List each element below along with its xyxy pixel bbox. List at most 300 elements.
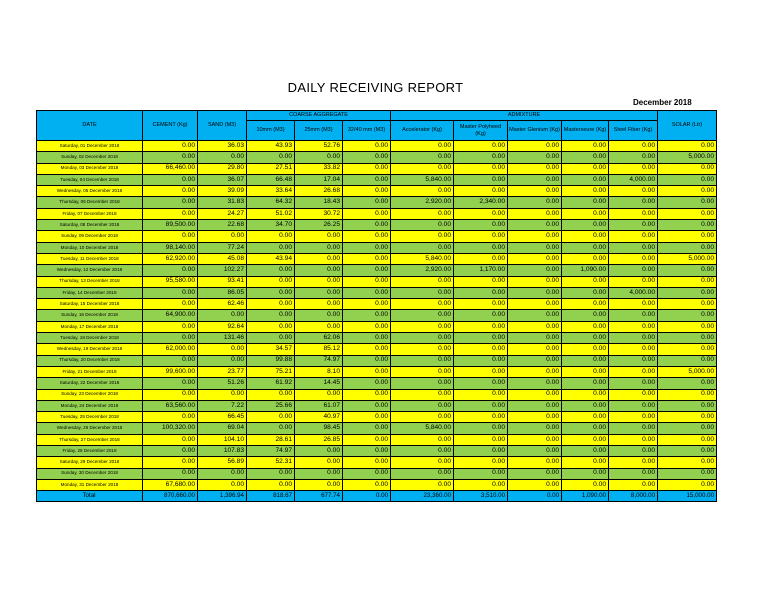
cell-polyheed: 0.00 [454,446,508,457]
cell-25mm: 8.10 [295,366,343,377]
cell-glenium: 0.00 [508,220,562,231]
cell-32-40mm: 0.00 [343,366,391,377]
cell-sand: 22.68 [198,220,247,231]
cell-10mm: 74.97 [247,446,295,457]
cell-accelerator: 0.00 [391,163,454,174]
cell-glenium: 0.00 [508,434,562,445]
cell-solar: 0.00 [658,208,717,219]
cell-date: Saturday, 01 December 2018 [37,141,143,152]
cell-date: Monday, 03 December 2018 [37,163,143,174]
cell-sand: 0.00 [198,468,247,479]
cell-date: Tuesday, 04 December 2018 [37,174,143,185]
cell-polyheed: 0.00 [454,253,508,264]
cell-solar: 0.00 [658,186,717,197]
cell-sand: 0.00 [198,310,247,321]
report-month: December 2018 [633,98,692,107]
cell-10mm: 0.00 [247,242,295,253]
cell-32-40mm: 0.00 [343,479,391,490]
cell-cement: 0.00 [143,446,198,457]
cell-cement: 0.00 [143,287,198,298]
cell-date: Sunday, 23 December 2018 [37,389,143,400]
cell-polyheed: 0.00 [454,457,508,468]
cell-sand: 56.89 [198,457,247,468]
cell-10mm: 52.31 [247,457,295,468]
cell-glenium: 0.00 [508,186,562,197]
cell-32-40mm: 0.00 [343,197,391,208]
cell-25mm: 0.00 [295,321,343,332]
cell-steel-fiber: 0.00 [609,186,658,197]
cell-glenium: 0.00 [508,355,562,366]
cell-cement: 0.00 [143,265,198,276]
cell-10mm: 0.00 [247,468,295,479]
cell-cement: 62,000.00 [143,344,198,355]
cell-cement: 67,680.00 [143,479,198,490]
cell-polyheed: 0.00 [454,366,508,377]
cell-accelerator: 0.00 [391,310,454,321]
total-masterseure: 1,090.00 [562,491,609,502]
table-row [37,400,717,411]
cell-solar: 0.00 [658,400,717,411]
table-row [37,197,717,208]
cell-polyheed: 0.00 [454,174,508,185]
cell-25mm: 74.97 [295,355,343,366]
cell-sand: 39.09 [198,186,247,197]
cell-steel-fiber: 0.00 [609,163,658,174]
cell-sand: 36.03 [198,141,247,152]
cell-32-40mm: 0.00 [343,174,391,185]
cell-32-40mm: 0.00 [343,378,391,389]
cell-25mm: 26.25 [295,220,343,231]
table-row [37,242,717,253]
cell-solar: 0.00 [658,412,717,423]
cell-cement: 0.00 [143,434,198,445]
cell-sand: 36.07 [198,174,247,185]
cell-glenium: 0.00 [508,174,562,185]
cell-sand: 92.64 [198,321,247,332]
cell-25mm: 0.00 [295,457,343,468]
cell-masterseure: 0.00 [562,321,609,332]
cell-25mm: 62.06 [295,333,343,344]
cell-glenium: 0.00 [508,208,562,219]
cell-sand: 0.00 [198,344,247,355]
cell-accelerator: 0.00 [391,333,454,344]
cell-date: Thursday, 27 December 2018 [37,434,143,445]
cell-steel-fiber: 0.00 [609,321,658,332]
cell-steel-fiber: 0.00 [609,208,658,219]
cell-25mm: 0.00 [295,468,343,479]
cell-cement: 63,560.00 [143,400,198,411]
cell-polyheed: 0.00 [454,378,508,389]
cell-sand: 77.24 [198,242,247,253]
cell-accelerator: 0.00 [391,366,454,377]
cell-cement: 0.00 [143,355,198,366]
cell-32-40mm: 0.00 [343,423,391,434]
table-row [37,366,717,377]
cell-steel-fiber: 4,000.00 [609,174,658,185]
cell-masterseure: 0.00 [562,468,609,479]
cell-25mm: 17.04 [295,174,343,185]
cell-date: Tuesday, 18 December 2018 [37,333,143,344]
cell-polyheed: 1,170.00 [454,265,508,276]
table-row [37,333,717,344]
cell-steel-fiber: 0.00 [609,423,658,434]
cell-solar: 0.00 [658,423,717,434]
cell-date: Saturday, 15 December 2018 [37,299,143,310]
cell-25mm: 0.00 [295,265,343,276]
cell-solar: 5,000.00 [658,366,717,377]
cell-10mm: 0.00 [247,276,295,287]
cell-masterseure: 0.00 [562,220,609,231]
cell-masterseure: 0.00 [562,152,609,163]
cell-glenium: 0.00 [508,378,562,389]
cell-date: Wednesday, 12 December 2018 [37,265,143,276]
cell-date: Monday, 10 December 2018 [37,242,143,253]
cell-25mm: 0.00 [295,299,343,310]
cell-25mm: 0.00 [295,446,343,457]
cell-sand: 51.26 [198,378,247,389]
cell-accelerator: 0.00 [391,186,454,197]
cell-25mm: 14.45 [295,378,343,389]
cell-solar: 0.00 [658,287,717,298]
cell-10mm: 0.00 [247,299,295,310]
table-row [37,434,717,445]
table-row [37,163,717,174]
cell-solar: 0.00 [658,333,717,344]
cell-polyheed: 0.00 [454,333,508,344]
cell-25mm: 18.43 [295,197,343,208]
cell-steel-fiber: 0.00 [609,231,658,242]
table-row [37,457,717,468]
cell-10mm: 43.93 [247,141,295,152]
report-title: DAILY RECEIVING REPORT [287,80,464,95]
cell-32-40mm: 0.00 [343,253,391,264]
cell-cement: 99,600.00 [143,366,198,377]
cell-cement: 0.00 [143,231,198,242]
cell-steel-fiber: 0.00 [609,299,658,310]
cell-solar: 0.00 [658,276,717,287]
cell-25mm: 40.97 [295,412,343,423]
cell-10mm: 0.00 [247,321,295,332]
header-solar: SOLAR (Ltr) [658,111,717,141]
cell-32-40mm: 0.00 [343,276,391,287]
cell-32-40mm: 0.00 [343,265,391,276]
cell-solar: 0.00 [658,265,717,276]
cell-cement: 0.00 [143,152,198,163]
cell-date: Friday, 21 December 2018 [37,366,143,377]
cell-25mm: 85.12 [295,344,343,355]
cell-date: Thursday, 20 December 2018 [37,355,143,366]
cell-solar: 0.00 [658,220,717,231]
cell-sand: 24.27 [198,208,247,219]
cell-date: Saturday, 29 December 2018 [37,457,143,468]
cell-polyheed: 0.00 [454,287,508,298]
cell-10mm: 34.70 [247,220,295,231]
cell-polyheed: 0.00 [454,220,508,231]
cell-25mm: 0.00 [295,479,343,490]
total-25mm: 677.74 [295,491,343,502]
cell-steel-fiber: 0.00 [609,141,658,152]
cell-solar: 0.00 [658,242,717,253]
cell-32-40mm: 0.00 [343,400,391,411]
cell-25mm: 33.82 [295,163,343,174]
cell-32-40mm: 0.00 [343,208,391,219]
cell-date: Thursday, 13 December 2018 [37,276,143,287]
cell-masterseure: 1,090.00 [562,265,609,276]
cell-32-40mm: 0.00 [343,468,391,479]
cell-solar: 0.00 [658,174,717,185]
table-row [37,220,717,231]
cell-cement: 100,320.00 [143,423,198,434]
table-row [37,287,717,298]
cell-10mm: 0.00 [247,265,295,276]
cell-accelerator: 0.00 [391,479,454,490]
cell-glenium: 0.00 [508,253,562,264]
cell-steel-fiber: 0.00 [609,468,658,479]
cell-cement: 98,140.00 [143,242,198,253]
cell-date: Friday, 28 December 2018 [37,446,143,457]
cell-polyheed: 0.00 [454,479,508,490]
cell-cement: 0.00 [143,468,198,479]
cell-cement: 64,900.00 [143,310,198,321]
cell-cement: 66,460.00 [143,163,198,174]
cell-steel-fiber: 0.00 [609,400,658,411]
cell-accelerator: 0.00 [391,468,454,479]
cell-date: Tuesday, 11 December 2018 [37,253,143,264]
cell-sand: 29.80 [198,163,247,174]
cell-cement: 0.00 [143,333,198,344]
cell-10mm: 0.00 [247,231,295,242]
cell-masterseure: 0.00 [562,366,609,377]
cell-date: Sunday, 16 December 2018 [37,310,143,321]
cell-32-40mm: 0.00 [343,152,391,163]
cell-32-40mm: 0.00 [343,141,391,152]
table-row [37,321,717,332]
cell-sand: 0.00 [198,152,247,163]
cell-25mm: 98.45 [295,423,343,434]
header-master-polyheed: Master Polyheed (Kg) [454,121,508,141]
table-row [37,468,717,479]
cell-solar: 0.00 [658,197,717,208]
cell-masterseure: 0.00 [562,412,609,423]
cell-sand: 0.00 [198,231,247,242]
cell-10mm: 0.00 [247,287,295,298]
cell-accelerator: 0.00 [391,242,454,253]
cell-steel-fiber: 4,000.00 [609,287,658,298]
table-row [37,186,717,197]
cell-solar: 0.00 [658,434,717,445]
cell-cement: 95,580.00 [143,276,198,287]
header-date: DATE [37,111,143,141]
cell-25mm: 26.85 [295,434,343,445]
total-solar: 15,000.00 [658,491,717,502]
cell-solar: 0.00 [658,321,717,332]
table-row [37,310,717,321]
cell-accelerator: 0.00 [391,220,454,231]
cell-accelerator: 5,840.00 [391,174,454,185]
cell-25mm: 52.76 [295,141,343,152]
table-row [37,253,717,264]
cell-solar: 0.00 [658,457,717,468]
cell-sand: 31.83 [198,197,247,208]
cell-accelerator: 0.00 [391,446,454,457]
cell-date: Wednesday, 19 December 2018 [37,344,143,355]
cell-sand: 23.77 [198,366,247,377]
header-admixture: ADMIXTURE [391,111,658,121]
cell-32-40mm: 0.00 [343,242,391,253]
table-row [37,389,717,400]
cell-polyheed: 0.00 [454,141,508,152]
cell-accelerator: 0.00 [391,276,454,287]
cell-25mm: 61.07 [295,400,343,411]
cell-10mm: 64.32 [247,197,295,208]
cell-accelerator: 5,840.00 [391,253,454,264]
cell-glenium: 0.00 [508,321,562,332]
cell-glenium: 0.00 [508,400,562,411]
cell-masterseure: 0.00 [562,355,609,366]
cell-glenium: 0.00 [508,287,562,298]
cell-cement: 0.00 [143,208,198,219]
cell-polyheed: 0.00 [454,276,508,287]
cell-sand: 66.45 [198,412,247,423]
cell-masterseure: 0.00 [562,434,609,445]
cell-polyheed: 0.00 [454,321,508,332]
cell-polyheed: 0.00 [454,163,508,174]
cell-32-40mm: 0.00 [343,446,391,457]
cell-10mm: 0.00 [247,389,295,400]
cell-10mm: 99.88 [247,355,295,366]
table-row [37,265,717,276]
cell-32-40mm: 0.00 [343,434,391,445]
cell-glenium: 0.00 [508,276,562,287]
cell-glenium: 0.00 [508,231,562,242]
cell-32-40mm: 0.00 [343,163,391,174]
cell-glenium: 0.00 [508,457,562,468]
header-sand: SAND (M3) [198,111,247,141]
cell-masterseure: 0.00 [562,423,609,434]
cell-solar: 0.00 [658,344,717,355]
cell-sand: 0.00 [198,389,247,400]
cell-25mm: 0.00 [295,242,343,253]
cell-accelerator: 2,920.00 [391,265,454,276]
cell-32-40mm: 0.00 [343,310,391,321]
cell-10mm: 75.21 [247,366,295,377]
cell-accelerator: 0.00 [391,378,454,389]
cell-steel-fiber: 0.00 [609,253,658,264]
cell-date: Tuesday, 25 December 2018 [37,412,143,423]
cell-masterseure: 0.00 [562,242,609,253]
cell-accelerator: 0.00 [391,344,454,355]
cell-polyheed: 0.00 [454,310,508,321]
cell-32-40mm: 0.00 [343,333,391,344]
cell-sand: 107.83 [198,446,247,457]
table-row [37,344,717,355]
total-polyheed: 3,510.00 [454,491,508,502]
cell-10mm: 33.64 [247,186,295,197]
cell-steel-fiber: 0.00 [609,344,658,355]
cell-sand: 93.41 [198,276,247,287]
cell-sand: 131.46 [198,333,247,344]
cell-25mm: 30.72 [295,208,343,219]
cell-10mm: 27.51 [247,163,295,174]
header-32-40mm: 32/40 mm (M3) [343,121,391,141]
cell-masterseure: 0.00 [562,479,609,490]
total-10mm: 818.67 [247,491,295,502]
table-row [37,174,717,185]
cell-cement: 0.00 [143,186,198,197]
cell-steel-fiber: 0.00 [609,366,658,377]
cell-sand: 45.08 [198,253,247,264]
total-glenium: 0.00 [508,491,562,502]
cell-date: Friday, 07 December 2018 [37,208,143,219]
cell-10mm: 66.48 [247,174,295,185]
cell-steel-fiber: 0.00 [609,378,658,389]
cell-masterseure: 0.00 [562,287,609,298]
cell-32-40mm: 0.00 [343,220,391,231]
cell-masterseure: 0.00 [562,378,609,389]
table-row [37,276,717,287]
cell-date: Friday, 14 December 2018 [37,287,143,298]
cell-masterseure: 0.00 [562,197,609,208]
receiving-table [36,110,717,502]
cell-accelerator: 0.00 [391,412,454,423]
cell-10mm: 0.00 [247,310,295,321]
cell-accelerator: 5,840.00 [391,423,454,434]
cell-steel-fiber: 0.00 [609,265,658,276]
cell-cement: 0.00 [143,378,198,389]
header-25mm: 25mm (M3) [295,121,343,141]
cell-32-40mm: 0.00 [343,457,391,468]
cell-32-40mm: 0.00 [343,412,391,423]
cell-steel-fiber: 0.00 [609,276,658,287]
cell-10mm: 0.00 [247,423,295,434]
cell-25mm: 0.00 [295,152,343,163]
cell-32-40mm: 0.00 [343,299,391,310]
table-row [37,299,717,310]
cell-32-40mm: 0.00 [343,287,391,298]
cell-steel-fiber: 0.00 [609,389,658,400]
cell-solar: 0.00 [658,468,717,479]
cell-cement: 0.00 [143,457,198,468]
cell-polyheed: 0.00 [454,152,508,163]
cell-polyheed: 0.00 [454,355,508,366]
cell-25mm: 0.00 [295,276,343,287]
cell-accelerator: 0.00 [391,231,454,242]
cell-glenium: 0.00 [508,446,562,457]
cell-steel-fiber: 0.00 [609,412,658,423]
cell-masterseure: 0.00 [562,186,609,197]
cell-glenium: 0.00 [508,333,562,344]
cell-10mm: 34.57 [247,344,295,355]
cell-sand: 7.22 [198,400,247,411]
header-10mm: 10mm (M3) [247,121,295,141]
cell-32-40mm: 0.00 [343,344,391,355]
cell-32-40mm: 0.00 [343,321,391,332]
cell-polyheed: 0.00 [454,389,508,400]
cell-glenium: 0.00 [508,366,562,377]
cell-10mm: 0.00 [247,333,295,344]
total-row [37,491,717,502]
cell-polyheed: 0.00 [454,231,508,242]
total-sand: 1,396.94 [198,491,247,502]
cell-accelerator: 2,920.00 [391,197,454,208]
cell-25mm: 0.00 [295,253,343,264]
cell-accelerator: 0.00 [391,389,454,400]
cell-accelerator: 0.00 [391,434,454,445]
cell-masterseure: 0.00 [562,344,609,355]
table-row [37,412,717,423]
cell-steel-fiber: 0.00 [609,355,658,366]
total-steel-fiber: 8,000.00 [609,491,658,502]
